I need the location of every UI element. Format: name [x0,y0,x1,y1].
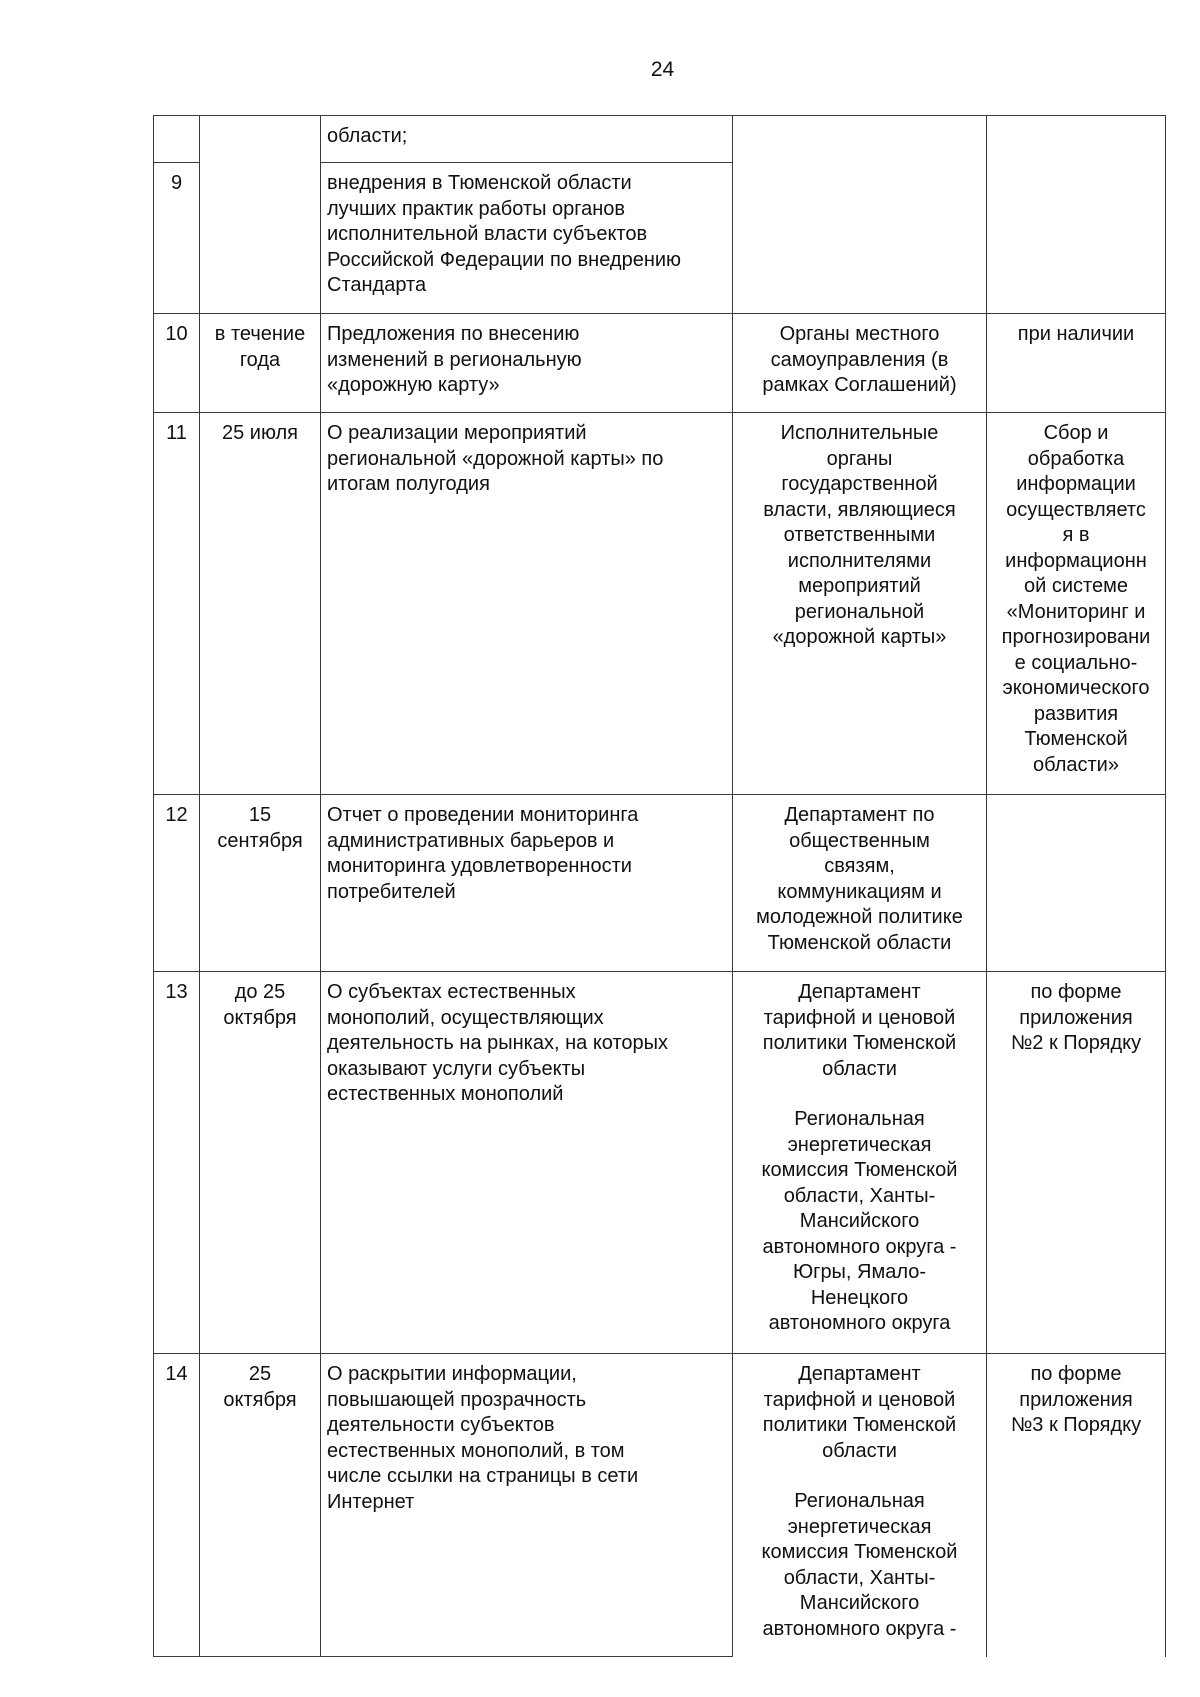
row-date-cell [200,1354,321,1657]
row-executor-line: энергетическая [787,1133,932,1156]
row-content-line: естественных монополий, в том [327,1439,625,1462]
row-date-line: октября [223,1388,297,1411]
row-note-cell [987,413,1166,795]
row-executor-line: Департамент [798,981,921,1003]
row-executor-line: региональной [794,600,925,623]
row-date-line: до 25 [234,981,286,1003]
row-content-line: мониторинга удовлетворенности [327,855,632,877]
row-date-line: сентября [217,829,303,852]
row-number: 11 [166,422,187,444]
row-executor-line: Мансийского [799,1210,920,1232]
row-content-cell [321,163,733,314]
row-content-line: изменений в региональную [327,348,582,371]
row-number-cell [153,413,200,795]
row-note-line: е социально- [1014,651,1138,674]
row-note-line: прогнозировани [1001,626,1151,648]
row-content-cell [321,115,733,163]
row-executor-line [739,1082,980,1107]
row-executor-line: власти, являющиеся [763,498,956,521]
row-executor-line: комиссия Тюменской [761,1541,958,1563]
row-number-cell [153,163,200,314]
row-note-line: Тюменской [1024,728,1128,750]
row-content-line: Отчет о проведении мониторинга [327,804,639,826]
row-note-cell [987,1354,1166,1657]
row-executor-line: автономного округа [768,1312,951,1334]
row-executor-line: политики Тюменской [762,1032,957,1054]
row-note-line: развития [1033,702,1119,725]
row-content-cell [321,314,733,413]
row-number: 14 [165,1363,188,1385]
row-executor-line: Тюменской области [767,931,952,954]
row-executor-cell [733,795,987,972]
row-content-line: Интернет [327,1490,415,1513]
row-content-line: потребителей [327,880,456,903]
row-date-line: 25 июля [221,422,299,444]
row-date-cell [200,795,321,972]
row-content-line: Предложения по внесению [327,323,580,345]
row-number-cell [153,1354,200,1657]
row-executor-line: молодежной политике [756,906,963,928]
row-content-line: О раскрытии информации, [327,1363,577,1385]
row-date-cell [200,972,321,1354]
row-content-line: административных барьеров и [327,829,615,852]
row-executor-line: коммуникациям и [777,880,942,903]
row-content-cell [321,795,733,972]
row-note-line: Сбор и [1043,422,1109,444]
row-executor-line: Югры, Ямало- [792,1261,927,1283]
row-note-line: по форме [1030,1363,1122,1385]
row-executor-line: области, Ханты- [783,1566,936,1589]
row-date-line: 15 [248,804,272,826]
row-content-line: естественных монополий [327,1083,564,1105]
row-executor-line: самоуправления (в [770,348,949,371]
row-number: 13 [165,981,188,1003]
row-note-line: области» [1033,753,1119,776]
row-executor-line: Ненецкого [810,1286,909,1309]
row-executor-line: комиссия Тюменской [761,1159,958,1181]
row-content-line: О субъектах естественных [327,981,576,1003]
row-note-cell [987,795,1166,972]
row-executor-line: органы [826,447,893,470]
row-executor-line: государственной [781,473,938,495]
row-note-cell [987,115,1166,314]
row-number-cell [153,314,200,413]
row-content-line: области; [327,125,408,147]
row-note-line: информации [1016,473,1136,495]
row-content-line: внедрения в Тюменской области [327,172,632,194]
row-note-line: по форме [1030,981,1122,1003]
row-content-line: итогам полугодия [327,473,490,495]
row-executor-line: рамках Соглашений) [762,374,957,396]
row-executor-line: мероприятий [798,575,921,597]
row-content-line: Стандарта [327,274,427,296]
row-executor-line: области [822,1439,897,1462]
page-number: 24 [650,58,675,81]
row-note-line: №2 к Порядку [1010,1032,1142,1054]
row-note-line: информационн [1005,549,1147,572]
row-executor-line: «дорожной карты» [772,626,947,648]
row-executor-line [739,1464,980,1489]
row-content-cell [321,413,733,795]
row-note-line: приложения [1019,1388,1133,1411]
row-executor-line: связям, [824,855,895,877]
row-content-cell [321,1354,733,1657]
row-content-line: исполнительной власти субъектов [327,223,648,245]
row-executor-line: автономного округа - [762,1235,957,1258]
row-content-line: Российской Федерации по внедрению [327,248,682,271]
row-content-line: лучших практик работы органов [327,197,626,220]
row-executor-line: Мансийского [799,1592,920,1614]
row-executor-cell [733,413,987,795]
row-executor-line: области, Ханты- [783,1184,936,1207]
row-executor-line: Органы местного [779,323,940,345]
row-executor-line: политики Тюменской [762,1414,957,1436]
row-date-line: 25 [248,1363,272,1385]
row-note-line: обработка [1027,447,1125,470]
row-note-cell [987,314,1166,413]
row-note-line: экономического [1002,677,1150,699]
row-executor-line: Исполнительные [780,422,939,444]
row-number: 12 [165,804,188,826]
row-executor-cell [733,115,987,314]
row-note-line: «Мониторинг и [1006,600,1146,623]
row-date-cell [200,413,321,795]
row-content-line: деятельность на рынках, на которых [327,1032,669,1054]
row-content-line: региональной «дорожной карты» по [327,447,664,470]
row-executor-line: Региональная [794,1490,925,1512]
row-date-cell [200,314,321,413]
row-executor-cell [733,314,987,413]
row-number: 9 [170,172,183,194]
row-content-line: «дорожную карту» [327,374,500,396]
row-content-line: числе ссылки на страницы в сети [327,1465,639,1487]
row-content-line: оказывают услуги субъекты [327,1057,586,1080]
row-executor-line: области [822,1057,897,1080]
row-executor-line: исполнителями [787,549,932,572]
row-number-cell [153,795,200,972]
row-note-line: осуществляетс [1006,498,1146,521]
row-number-cell [153,115,200,163]
row-date-line: года [239,348,281,371]
row-content-cell [321,972,733,1354]
row-executor-line: ответственными [783,524,936,546]
row-note-line: ой системе [1024,575,1128,597]
row-content-line: повышающей прозрачность [327,1388,587,1411]
row-note-line: приложения [1019,1006,1133,1029]
row-executor-cell [733,1354,987,1657]
table-bottom-border [153,1656,733,1657]
row-date-line: октября [223,1006,297,1029]
row-executor-line: Департамент по [784,804,935,826]
row-executor-line: тарифной и ценовой [763,1388,956,1411]
row-content-line: О реализации мероприятий [327,422,587,444]
row-note-cell [987,972,1166,1354]
row-note-line: я в [1062,524,1090,546]
row-executor-cell [733,972,987,1354]
row-date-cell [200,115,321,314]
row-content-line: деятельности субъектов [327,1414,555,1436]
row-executor-line: автономного округа - [762,1617,957,1640]
row-number-cell [153,972,200,1354]
row-note-line: №3 к Порядку [1010,1414,1142,1436]
row-date-line: в течение [214,323,306,345]
row-number: 10 [165,323,188,345]
row-executor-line: энергетическая [787,1515,932,1538]
row-note-line: при наличии [1017,323,1135,345]
row-executor-line: общественным [789,829,930,852]
row-content-line: монополий, осуществляющих [327,1006,604,1029]
row-executor-line: тарифной и ценовой [763,1006,956,1029]
row-executor-line: Департамент [798,1363,921,1385]
row-executor-line: Региональная [794,1108,925,1130]
